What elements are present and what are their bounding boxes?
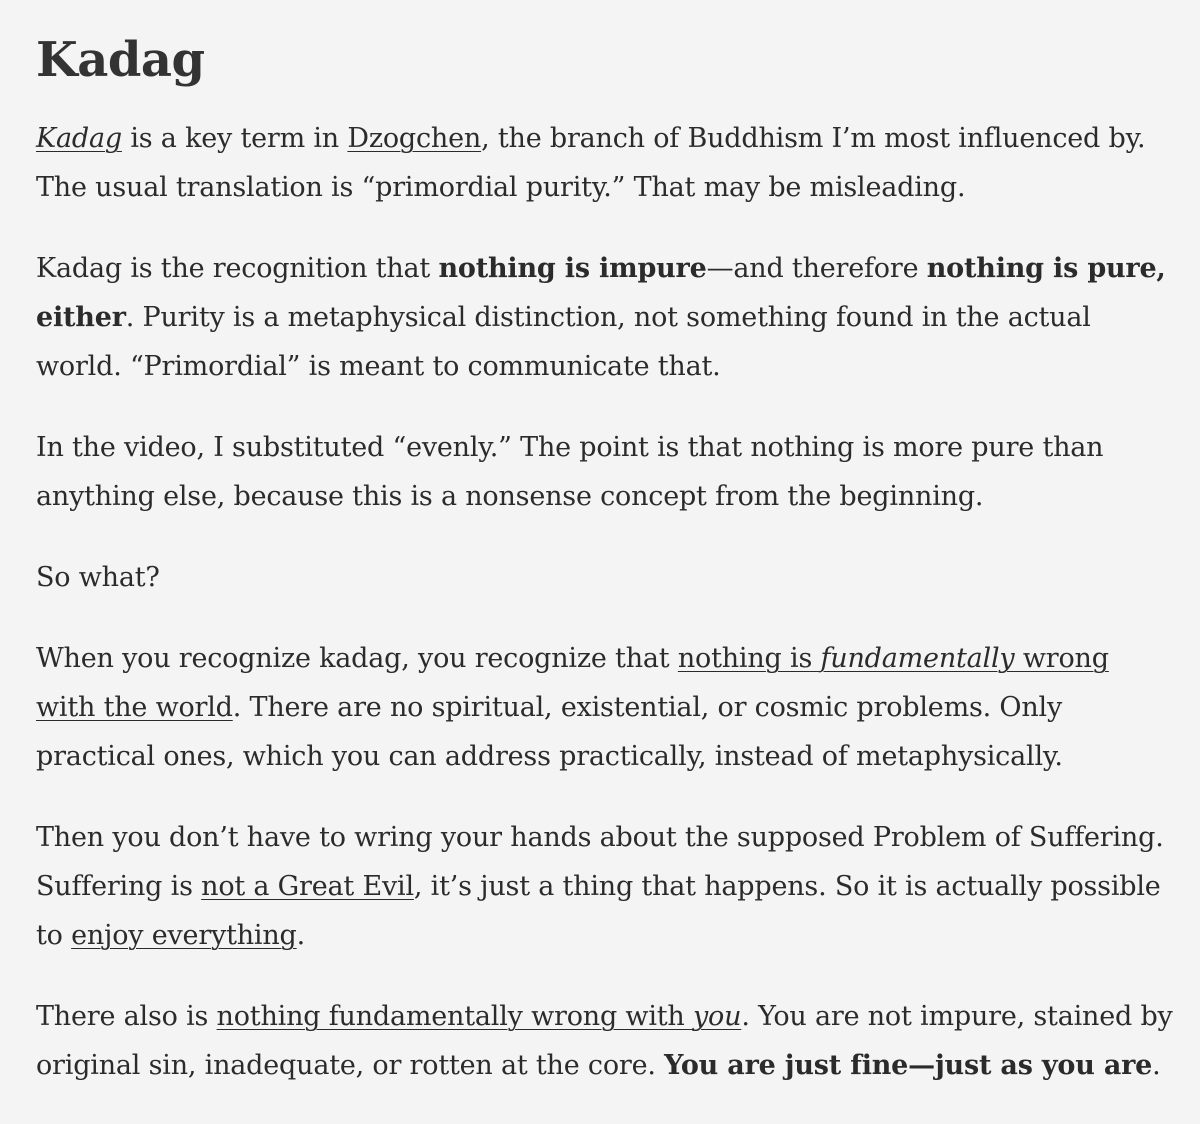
bold-nothing-impure: nothing is impure	[438, 253, 707, 284]
page-title: Kadag	[36, 32, 205, 88]
nothing-wrong-with-world-link[interactable]: nothing is fundamentally wrong with the world	[36, 643, 1109, 723]
kadag-link[interactable]: Kadag	[36, 123, 122, 154]
paragraph-so-what: So what?	[36, 562, 160, 593]
paragraph-you: There also is nothing fundamentally wrong with you. You are not impure, stained by original sin, inadequate, or rotten at the core. You are just fine—just as you are.	[36, 1001, 1173, 1081]
enjoy-everything-link[interactable]: enjoy everything	[71, 920, 297, 951]
nothing-wrong-with-you-link[interactable]: nothing fundamentally wrong with you	[216, 1001, 742, 1032]
paragraph-recognition: Kadag is the recognition that nothing is impure—and therefore nothing is pure, either. Purity is a metaphysical distinction, not something found in the actual world. “Primordial” is meant to communicate that.	[36, 253, 1166, 382]
paragraph-video: In the video, I substituted “evenly.” The point is that nothing is more pure than anything else, because this is a nonsense concept from the beginning.	[36, 432, 1104, 512]
paragraph-intro: Kadag is a key term in Dzogchen, the branch of Buddhism I’m most influenced by. The usual translation is “primordial purity.” That may be misleading.	[36, 123, 1146, 203]
paragraph-suffering: Then you don’t have to wring your hands about the supposed Problem of Suffering. Suffering is not a Great Evil, it’s just a thing that happens. So it is actually possible to enjoy everything.	[36, 822, 1164, 951]
not-a-great-evil-link[interactable]: not a Great Evil	[201, 871, 414, 902]
bold-nothing-pure: nothing is pure, either	[36, 253, 1166, 333]
article	[36, 28, 1176, 1122]
dzogchen-link[interactable]: Dzogchen	[347, 123, 482, 154]
paragraph-world: When you recognize kadag, you recognize that nothing is fundamentally wrong with the world. There are no spiritual, existential, or cosmic problems. Only practical ones, which you can address practically, instead of metaphysically.	[36, 643, 1109, 772]
bold-just-fine: You are just fine—just as you are	[664, 1050, 1153, 1081]
